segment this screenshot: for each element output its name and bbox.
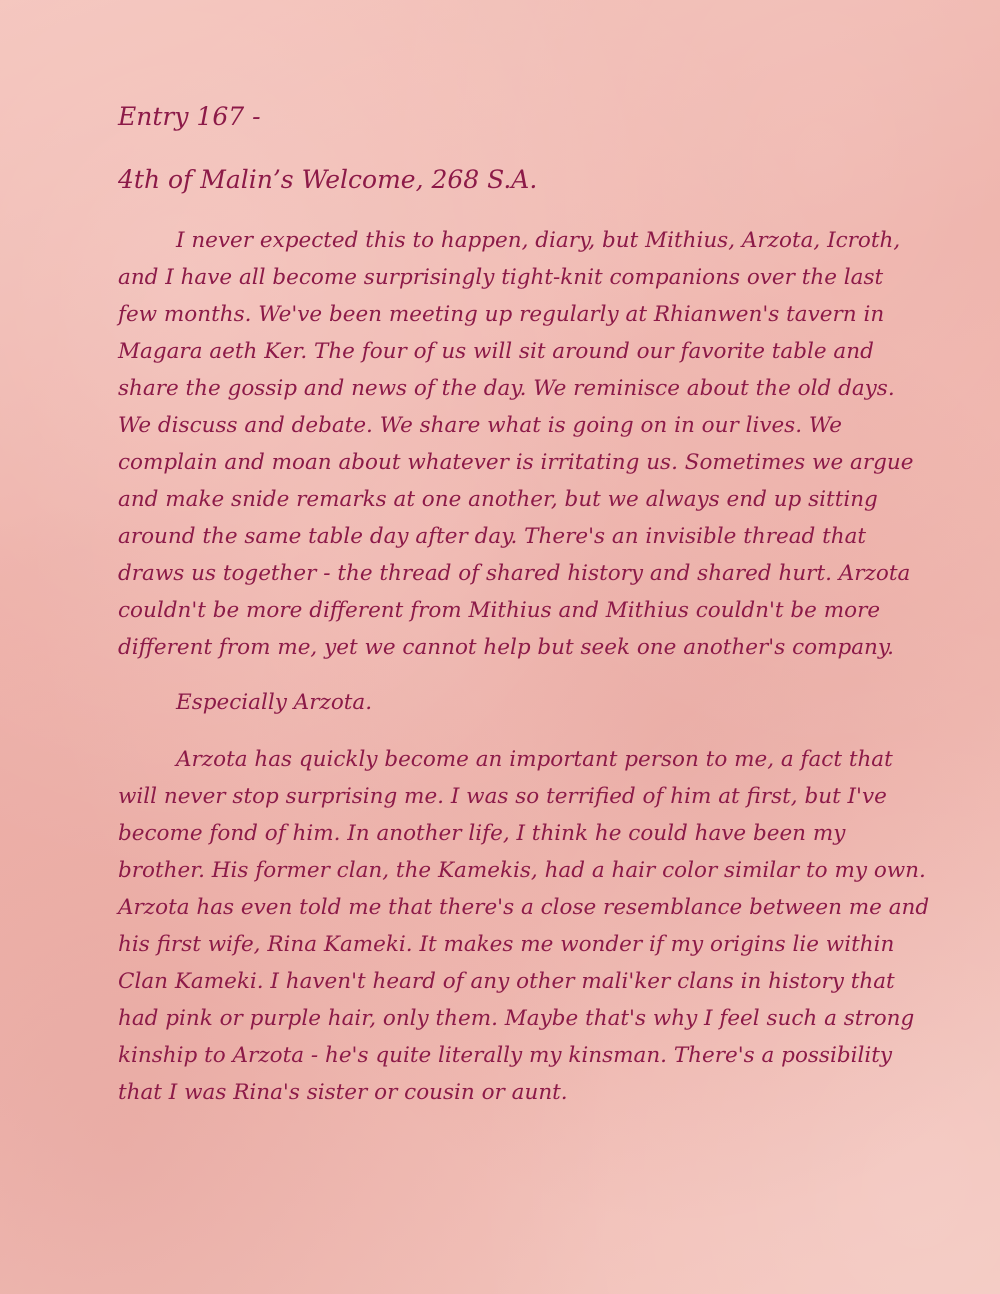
paragraph-1-line: and make snide remarks at one another, but we always end up sitting: [118, 487, 878, 512]
paragraph-3-line: become fond of him. In another life, I think he could have been my: [118, 821, 846, 846]
paragraph-1-line: share the gossip and news of the day. We reminisce about the old days.: [118, 376, 895, 401]
entry-date: 4th of Malin’s Welcome, 268 S.A.: [118, 165, 538, 194]
paragraph-1-line: around the same table day after day. There's an invisible thread that: [118, 524, 867, 549]
paragraph-1-line: couldn't be more different from Mithius and Mithius couldn't be more: [118, 598, 881, 623]
paragraph-1-line: I never expected this to happen, diary, but Mithius, Arzota, Icroth,: [176, 228, 901, 253]
paragraph-1-line: complain and moan about whatever is irritating us. Sometimes we argue: [118, 450, 914, 475]
paragraph-3-line: kinship to Arzota - he's quite literally my kinsman. There's a possibility: [118, 1043, 893, 1068]
paragraph-1-line: draws us together - the thread of shared history and shared hurt. Arzota: [118, 561, 911, 586]
paragraph-3-line: Arzota has even told me that there's a close resemblance between me and: [118, 895, 930, 920]
paragraph-3-line: that I was Rina's sister or cousin or aunt.: [118, 1080, 568, 1105]
paragraph-2-line: Especially Arzota.: [176, 690, 373, 715]
paragraph-3-line: will never stop surprising me. I was so terrified of him at first, but I've: [118, 784, 887, 809]
paragraph-3-line: Clan Kameki. I haven't heard of any other mali'ker clans in history that: [118, 969, 895, 994]
paragraph-3-line: Arzota has quickly become an important person to me, a fact that: [176, 747, 893, 772]
paragraph-1-line: and I have all become surprisingly tight-knit companions over the last: [118, 265, 884, 290]
entry-title: Entry 167 -: [118, 102, 261, 131]
paragraph-3-line: his first wife, Rina Kameki. It makes me wonder if my origins lie within: [118, 932, 895, 957]
paragraph-1-line: different from me, yet we cannot help but seek one another's company.: [118, 635, 894, 660]
paragraph-3: [118, 741, 930, 1111]
paragraph-1-line: Magara aeth Ker. The four of us will sit around our favorite table and: [118, 339, 874, 364]
paragraph-1-line: We discuss and debate. We share what is going on in our lives. We: [118, 413, 842, 438]
paragraph-2: [118, 684, 888, 721]
paragraph-1-line: few months. We've been meeting up regularly at Rhianwen's tavern in: [118, 302, 885, 327]
paragraph-3-line: had pink or purple hair, only them. Maybe that's why I feel such a strong: [118, 1006, 915, 1031]
paragraph-1: [118, 222, 914, 666]
paragraph-3-line: brother. His former clan, the Kamekis, had a hair color similar to my own.: [118, 858, 926, 883]
